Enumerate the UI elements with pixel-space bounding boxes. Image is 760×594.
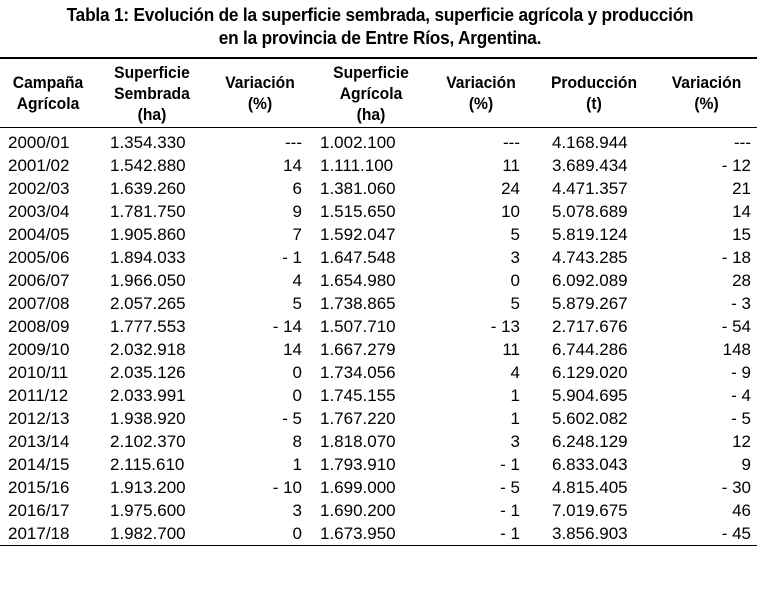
sown-variation-cell: 0 [292,524,302,543]
table-row [0,128,757,155]
agricultural-area-cell: 1.592.047 [320,225,396,244]
agricultural-area-cell: 1.507.710 [320,317,396,336]
table-row [0,407,757,430]
agricultural-variation-cell: 4 [510,363,520,382]
agricultural-variation-cell: 5 [510,225,520,244]
header-line: (%) [247,94,273,113]
agricultural-area-cell: 1.734.056 [320,363,396,382]
agricultural-variation-cell: - 1 [500,501,520,520]
production-variation-cell: - 3 [731,294,751,313]
production-cell: 6.092.089 [552,271,628,290]
sown-area-cell: 2.057.265 [110,294,186,313]
production-cell: 5.904.695 [552,386,628,405]
agricultural-variation-cell: - 13 [490,317,520,336]
agricultural-variation-cell: 24 [501,179,520,198]
sown-variation-cell: 14 [283,340,302,359]
header-line: Variación [225,73,295,92]
campaign-cell: 2010/11 [8,363,69,382]
agricultural-area-cell: 1.745.155 [320,386,396,405]
campaign-cell: 2017/18 [8,524,70,543]
agricultural-variation-cell: 1 [510,409,520,428]
agricultural-area-cell: 1.002.100 [320,133,396,152]
data-table [0,57,757,546]
campaign-cell: 2012/13 [8,409,70,428]
header-line: (ha) [137,104,167,124]
header-line: Variación [446,73,516,92]
header-produccion [537,58,651,128]
campaign-cell: 2005/06 [8,248,70,267]
table-row [0,246,757,269]
sown-area-cell: 2.035.126 [110,363,186,382]
table-row [0,361,757,384]
table-row [0,292,757,315]
production-variation-cell: - 5 [731,409,751,428]
sown-area-cell: 1.975.600 [110,501,186,520]
sown-area-cell: 1.777.553 [110,317,186,336]
table-row [0,200,757,223]
sown-variation-cell: 14 [283,156,302,175]
campaign-cell: 2011/12 [8,386,69,405]
agricultural-variation-cell: --- [503,133,520,152]
agricultural-area-cell: 1.699.000 [320,478,396,497]
campaign-cell: 2001/02 [8,156,70,175]
production-variation-cell: - 45 [721,524,751,543]
production-cell: 5.078.689 [552,202,628,221]
table-row [0,384,757,407]
agricultural-variation-cell: 1 [510,386,520,405]
header-line: (%) [468,94,494,113]
sown-area-cell: 1.542.880 [110,156,186,175]
sown-area-cell: 1.966.050 [110,271,186,290]
agricultural-variation-cell: - 5 [500,478,520,497]
header-line: Variación [671,73,742,92]
header-row [0,58,757,128]
campaign-cell: 2013/14 [8,432,70,451]
table-row [0,522,757,546]
campaign-cell: 2016/17 [8,501,70,520]
campaign-cell: 2003/04 [8,202,70,221]
sown-area-cell: 2.115.610 [110,455,185,474]
sown-variation-cell: 1 [292,455,302,474]
production-variation-cell: 9 [741,455,751,474]
agricultural-area-cell: 1.767.220 [320,409,396,428]
production-cell: 6.129.020 [552,363,628,382]
agricultural-area-cell: 1.381.060 [320,179,396,198]
caption-line-2: en la provincia de Entre Ríos, Argentina. [218,27,542,48]
agricultural-variation-cell: 3 [510,248,520,267]
sown-variation-cell: - 10 [272,478,302,497]
table-row [0,430,757,453]
production-cell: 7.019.675 [552,501,628,520]
agricultural-variation-cell: 3 [510,432,520,451]
table-row [0,476,757,499]
sown-area-cell: 1.982.700 [110,524,186,543]
sown-variation-cell: 8 [292,432,302,451]
sown-variation-cell: - 14 [272,317,302,336]
campaign-cell: 2002/03 [8,179,70,198]
production-cell: 5.602.082 [552,409,628,428]
campaign-cell: 2008/09 [8,317,70,336]
agricultural-area-cell: 1.818.070 [320,432,396,451]
table-row [0,315,757,338]
sown-area-cell: 1.354.330 [110,133,186,152]
production-variation-cell: 148 [722,340,751,359]
header-campana [4,58,92,128]
production-variation-cell: - 54 [721,317,751,336]
sown-area-cell: 1.938.920 [110,409,186,428]
sown-area-cell: 2.032.918 [110,340,186,359]
sown-variation-cell: - 5 [282,409,302,428]
sown-variation-cell: --- [285,133,302,152]
agricultural-area-cell: 1.654.980 [320,271,396,290]
production-variation-cell: 46 [732,501,751,520]
header-line: Campaña [12,73,84,92]
agricultural-area-cell: 1.690.200 [320,501,396,520]
header-superficie-sembrada [100,58,203,128]
sown-variation-cell: 9 [292,202,302,221]
campaign-cell: 2014/15 [8,455,70,474]
sown-variation-cell: 4 [292,271,302,290]
table-row [0,154,757,177]
production-variation-cell: 15 [732,225,751,244]
header-variacion-produccion [660,58,753,128]
header-line: Producción [550,73,638,92]
table-row [0,499,757,522]
header-variacion-sembrada [212,58,308,128]
table-caption [27,3,734,49]
production-cell: 2.717.676 [552,317,628,336]
header-line: Sembrada [114,83,190,103]
agricultural-variation-cell: 5 [510,294,520,313]
agricultural-variation-cell: 0 [510,271,520,290]
production-variation-cell: - 30 [721,478,751,497]
production-cell: 6.744.286 [552,340,628,359]
production-cell: 4.815.405 [552,478,628,497]
sown-variation-cell: 7 [292,225,302,244]
sown-area-cell: 1.781.750 [110,202,186,221]
production-variation-cell: - 12 [721,156,751,175]
sown-area-cell: 2.102.370 [110,432,186,451]
campaign-cell: 2015/16 [8,478,70,497]
header-superficie-agricola [317,58,426,128]
agricultural-variation-cell: - 1 [500,455,520,474]
header-line: Agrícola [16,94,80,113]
production-variation-cell: 28 [732,271,751,290]
table-row [0,453,757,476]
production-cell: 4.743.285 [552,248,628,267]
agricultural-area-cell: 1.515.650 [320,202,396,221]
table-body [0,128,757,546]
production-variation-cell: 14 [732,202,751,221]
header-line: Agrícola [339,83,403,103]
header-line: (t) [586,94,602,113]
campaign-cell: 2007/08 [8,294,70,313]
agricultural-area-cell: 1.667.279 [320,340,396,359]
agricultural-area-cell: 1.738.865 [320,294,396,313]
header-line: Superficie [114,62,190,82]
table-row [0,177,757,200]
production-variation-cell: - 4 [731,386,751,405]
header-variacion-agricola [434,58,528,128]
production-variation-cell: 21 [732,179,751,198]
sown-variation-cell: 6 [292,179,302,198]
campaign-cell: 2006/07 [8,271,70,290]
agricultural-variation-cell: 11 [502,156,520,175]
agricultural-variation-cell: - 1 [500,524,520,543]
sown-area-cell: 1.894.033 [110,248,186,267]
sown-area-cell: 1.639.260 [110,179,186,198]
campaign-cell: 2000/01 [8,133,70,152]
header-line: Superficie [333,62,409,82]
sown-variation-cell: 0 [292,386,302,405]
production-variation-cell: - 9 [731,363,751,382]
production-cell: 6.248.129 [552,432,628,451]
agricultural-variation-cell: 11 [502,340,520,359]
header-line: (%) [694,94,719,113]
sown-variation-cell: 3 [292,501,302,520]
table-row [0,269,757,292]
sown-variation-cell: 5 [292,294,302,313]
production-cell: 5.879.267 [552,294,628,313]
production-cell: 4.168.944 [552,133,628,152]
agricultural-area-cell: 1.647.548 [320,248,396,267]
campaign-cell: 2004/05 [8,225,70,244]
production-cell: 3.856.903 [552,524,628,543]
production-variation-cell: - 18 [721,248,751,267]
production-cell: 5.819.124 [552,225,628,244]
caption-line-1: Tabla 1: Evolución de la superficie sembrada, superficie agrícola y producción [66,4,694,25]
production-cell: 6.833.043 [552,455,628,474]
sown-area-cell: 1.905.860 [110,225,186,244]
agricultural-area-cell: 1.111.100 [320,156,394,175]
sown-area-cell: 2.033.991 [110,386,186,405]
production-variation-cell: --- [734,133,751,152]
agricultural-area-cell: 1.793.910 [320,455,396,474]
production-cell: 3.689.434 [552,156,628,175]
sown-variation-cell: - 1 [282,248,302,267]
table-row [0,338,757,361]
sown-variation-cell: 0 [292,363,302,382]
agricultural-area-cell: 1.673.950 [320,524,396,543]
production-variation-cell: 12 [732,432,751,451]
table-row [0,223,757,246]
sown-area-cell: 1.913.200 [110,478,186,497]
production-cell: 4.471.357 [552,179,628,198]
campaign-cell: 2009/10 [8,340,70,359]
header-line: (ha) [356,104,386,124]
agricultural-variation-cell: 10 [501,202,520,221]
